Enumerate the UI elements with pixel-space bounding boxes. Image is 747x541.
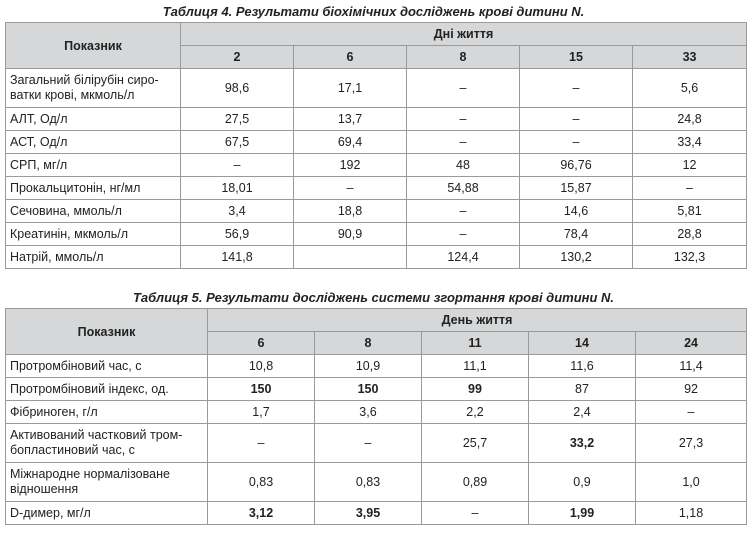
- table-row: [6, 154, 747, 177]
- table4-day: 6: [294, 46, 407, 69]
- table4-day: 8: [407, 46, 520, 69]
- row-label: АЛТ, Од/л: [6, 108, 181, 131]
- cell: 3,4: [181, 200, 294, 223]
- cell: 11,6: [529, 355, 636, 378]
- row-label: Креатинін, мкмоль/л: [6, 223, 181, 246]
- cell: 0,83: [315, 463, 422, 502]
- table4-caption: Таблиця 4. Результати біохімічних досліджень крові дитини N.: [162, 4, 585, 19]
- cell: 124,4: [407, 246, 520, 269]
- cell: –: [315, 424, 422, 463]
- cell: 132,3: [633, 246, 747, 269]
- cell: 15,87: [520, 177, 633, 200]
- table4-days-header: Дні життя: [181, 23, 747, 46]
- cell: –: [294, 177, 407, 200]
- table-row: [6, 401, 747, 424]
- cell: 1,0: [636, 463, 747, 502]
- cell: 3,6: [315, 401, 422, 424]
- cell: 33,2: [529, 424, 636, 463]
- table5-day: 11: [422, 332, 529, 355]
- cell: [294, 246, 407, 269]
- table5: [5, 308, 747, 525]
- cell: 3,12: [208, 502, 315, 525]
- table4-day: 33: [633, 46, 747, 69]
- table5-days-header: День життя: [208, 309, 747, 332]
- table-row: [6, 246, 747, 269]
- cell: 1,7: [208, 401, 315, 424]
- cell: 11,4: [636, 355, 747, 378]
- cell: 5,81: [633, 200, 747, 223]
- cell: –: [208, 424, 315, 463]
- cell: –: [407, 200, 520, 223]
- cell: 1,18: [636, 502, 747, 525]
- table4-indicator-header: Показник: [6, 23, 181, 69]
- table-row: [6, 223, 747, 246]
- table-row: [6, 355, 747, 378]
- cell: 54,88: [407, 177, 520, 200]
- cell: 1,99: [529, 502, 636, 525]
- table4-day: 15: [520, 46, 633, 69]
- cell: 5,6: [633, 69, 747, 108]
- row-label: Натрій, ммоль/л: [6, 246, 181, 269]
- cell: 10,9: [315, 355, 422, 378]
- cell: 27,5: [181, 108, 294, 131]
- table-row: [6, 463, 747, 502]
- cell: 0,9: [529, 463, 636, 502]
- cell: –: [407, 69, 520, 108]
- cell: 28,8: [633, 223, 747, 246]
- table-row: [6, 69, 747, 108]
- cell: 150: [315, 378, 422, 401]
- cell: –: [520, 108, 633, 131]
- cell: 192: [294, 154, 407, 177]
- cell: 56,9: [181, 223, 294, 246]
- table5-day: 24: [636, 332, 747, 355]
- table5-caption: Таблиця 5. Результати досліджень системи згортання крові дитини N.: [132, 290, 615, 305]
- table4-header-row: [6, 23, 747, 46]
- row-label: Протромбіновий індекс, од.: [6, 378, 208, 401]
- table-row: [6, 177, 747, 200]
- cell: 92: [636, 378, 747, 401]
- cell: –: [520, 131, 633, 154]
- table-row: [6, 424, 747, 463]
- cell: 0,83: [208, 463, 315, 502]
- cell: 150: [208, 378, 315, 401]
- table5-day: 6: [208, 332, 315, 355]
- cell: 3,95: [315, 502, 422, 525]
- cell: 0,89: [422, 463, 529, 502]
- row-label: АСТ, Од/л: [6, 131, 181, 154]
- cell: 27,3: [636, 424, 747, 463]
- row-label: Активований частковий тром- бопластиновий час, с: [6, 424, 208, 463]
- cell: 96,76: [520, 154, 633, 177]
- cell: 48: [407, 154, 520, 177]
- cell: 13,7: [294, 108, 407, 131]
- cell: –: [422, 502, 529, 525]
- cell: 69,4: [294, 131, 407, 154]
- table5-indicator-header: Показник: [6, 309, 208, 355]
- cell: 67,5: [181, 131, 294, 154]
- cell: 130,2: [520, 246, 633, 269]
- cell: 98,6: [181, 69, 294, 108]
- table-row: [6, 378, 747, 401]
- cell: 10,8: [208, 355, 315, 378]
- cell: 141,8: [181, 246, 294, 269]
- cell: –: [407, 108, 520, 131]
- cell: 78,4: [520, 223, 633, 246]
- row-label: Загальний білірубін сиро- ватки крові, мкмоль/л: [6, 69, 181, 108]
- cell: 18,01: [181, 177, 294, 200]
- cell: 33,4: [633, 131, 747, 154]
- cell: 99: [422, 378, 529, 401]
- cell: 90,9: [294, 223, 407, 246]
- cell: –: [181, 154, 294, 177]
- table5-header-row: [6, 309, 747, 332]
- cell: 87: [529, 378, 636, 401]
- row-label: Прокальцитонін, нг/мл: [6, 177, 181, 200]
- cell: –: [407, 223, 520, 246]
- cell: 25,7: [422, 424, 529, 463]
- cell: –: [407, 131, 520, 154]
- cell: –: [633, 177, 747, 200]
- table4: [5, 22, 747, 269]
- row-label: Сечовина, ммоль/л: [6, 200, 181, 223]
- cell: 14,6: [520, 200, 633, 223]
- cell: 17,1: [294, 69, 407, 108]
- row-label: Протромбіновий час, с: [6, 355, 208, 378]
- table-row: [6, 131, 747, 154]
- cell: 24,8: [633, 108, 747, 131]
- table-row: [6, 200, 747, 223]
- table5-day: 14: [529, 332, 636, 355]
- row-label: Фібриноген, г/л: [6, 401, 208, 424]
- table-row: [6, 502, 747, 525]
- table4-day: 2: [181, 46, 294, 69]
- cell: 11,1: [422, 355, 529, 378]
- row-label: D-димер, мг/л: [6, 502, 208, 525]
- cell: 2,4: [529, 401, 636, 424]
- table-row: [6, 108, 747, 131]
- cell: 12: [633, 154, 747, 177]
- cell: –: [520, 69, 633, 108]
- row-label: СРП, мг/л: [6, 154, 181, 177]
- cell: 18,8: [294, 200, 407, 223]
- table5-day: 8: [315, 332, 422, 355]
- cell: –: [636, 401, 747, 424]
- row-label: Міжнародне нормалізоване відношення: [6, 463, 208, 502]
- cell: 2,2: [422, 401, 529, 424]
